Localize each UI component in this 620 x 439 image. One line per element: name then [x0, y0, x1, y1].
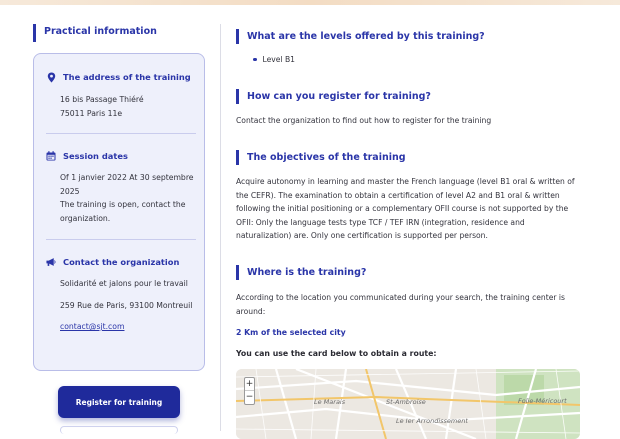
location-line-1: According to the location you communicated during your search, the training center is: [236, 293, 565, 302]
address-line-1: 16 bis Passage Thiéré: [60, 95, 144, 104]
org-name: Solidarité et jalons pour le travail: [60, 279, 188, 288]
objectives-text: [236, 175, 581, 243]
sidebar-title: Practical information: [33, 24, 205, 42]
levels-heading: What are the levels offered by this training?: [236, 29, 485, 44]
location-line-2: around:: [236, 306, 266, 316]
location-heading: Where is the training?: [236, 265, 366, 280]
objectives-line: naturalization) are. Only one certification is supported per person.: [236, 231, 488, 241]
column-divider: [220, 24, 221, 431]
objectives-heading: The objectives of the training: [236, 150, 406, 165]
top-banner: [0, 0, 620, 5]
register-heading: How can you register for training?: [236, 89, 431, 104]
route-map[interactable]: [236, 369, 580, 439]
level-item-label: Level B1: [262, 55, 295, 64]
address-group: [46, 71, 196, 120]
calendar-icon: [46, 151, 56, 161]
address-line-2: 75011 Paris 11e: [60, 108, 123, 118]
secondary-button[interactable]: [60, 426, 178, 434]
objectives-line: following the initial positioning or a complementary OFII course is not supported by the: [236, 204, 569, 214]
map-instructions: You can use the card below to obtain a route:: [236, 349, 437, 358]
objectives-line: the CEFR). The examination to obtain a certification of level A2 and B1 oral & written: [236, 190, 560, 200]
level-item: [253, 55, 295, 64]
session-heading: Session dates: [63, 151, 128, 161]
session-group: [46, 150, 196, 225]
objectives-line: Acquire autonomy in learning and master the French language (level B1 oral & written of: [236, 177, 575, 186]
divider: [46, 239, 196, 240]
distance-label: 2 Km of the selected city: [236, 328, 346, 337]
info-card: [33, 53, 205, 371]
session-line-2: 2025: [60, 186, 80, 196]
contact-group: [46, 256, 196, 334]
location-text: [236, 291, 581, 318]
map-place-label: Le Marais: [314, 398, 346, 406]
address-heading: The address of the training: [63, 72, 191, 82]
map-place-label: Le Ier Arrondissement: [396, 417, 468, 425]
org-address: 259 Rue de Paris, 93100 Montreuil: [60, 300, 193, 310]
contact-heading: Contact the organization: [63, 257, 180, 267]
objectives-line: OFII: Only the language tests type TCF / TEF IRN (integration, residence and: [236, 217, 525, 227]
megaphone-icon: [46, 257, 56, 267]
bullet-icon: [253, 58, 257, 62]
session-line-3: The training is open, contact the: [60, 200, 186, 209]
session-line-1: Of 1 janvier 2022 At 30 septembre: [60, 173, 194, 182]
session-line-4: organization.: [60, 213, 111, 223]
register-text: Contact the organization to find out how to register for the training: [236, 116, 492, 125]
zoom-out-button[interactable]: −: [245, 392, 254, 402]
org-email-link[interactable]: contact@sjt.com: [60, 322, 125, 331]
map-zoom-control[interactable]: [244, 377, 255, 405]
zoom-in-button[interactable]: +: [245, 379, 254, 389]
register-button[interactable]: Register for training: [58, 386, 180, 418]
map-place-label: Folie-Méricourt: [518, 397, 567, 405]
location-pin-icon: [46, 72, 56, 82]
divider: [46, 133, 196, 134]
map-place-label: St-Ambroise: [386, 398, 426, 406]
practical-info-sidebar: [33, 24, 205, 331]
